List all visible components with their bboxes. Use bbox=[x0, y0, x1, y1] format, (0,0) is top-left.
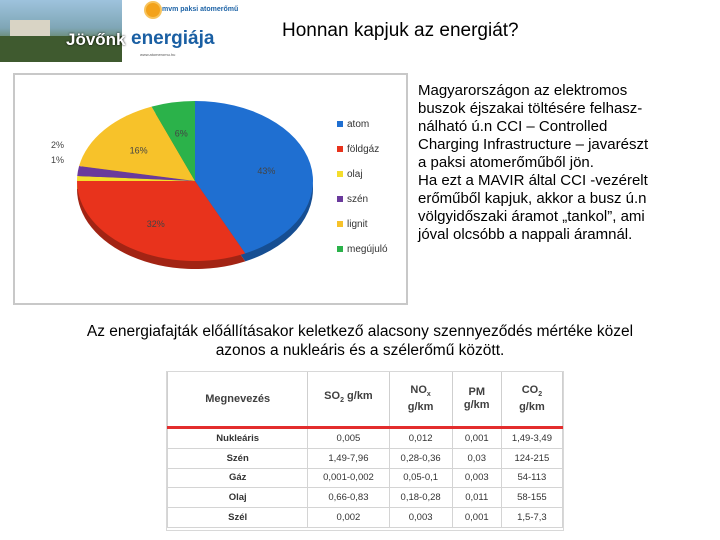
table-row bbox=[168, 468, 563, 488]
logo-title-part2: energiája bbox=[131, 28, 215, 49]
logo-subtext: www.atomeromu.hu bbox=[140, 52, 176, 57]
legend-swatch bbox=[337, 246, 343, 252]
cell-nox: 0,28-0,36 bbox=[389, 448, 452, 468]
pie-value-label: 1% bbox=[51, 155, 65, 165]
paragraph-line: erőműből kapjuk, akkor a busz ú.n bbox=[418, 190, 647, 207]
pie-value-label: 2% bbox=[51, 140, 65, 150]
pie-value-label: 16% bbox=[129, 145, 148, 156]
legend-label: olaj bbox=[347, 169, 363, 180]
cell-so2: 0,66-0,83 bbox=[308, 488, 389, 508]
legend-label: atom bbox=[347, 119, 370, 130]
table-row bbox=[168, 428, 563, 449]
pie-value-label: 43% bbox=[257, 166, 276, 177]
cell-co2: 124-215 bbox=[501, 448, 562, 468]
header-name: Megnevezés bbox=[168, 372, 308, 428]
cell-pm: 0,003 bbox=[452, 468, 501, 488]
row-name: Szén bbox=[168, 448, 308, 468]
cell-co2: 54-113 bbox=[501, 468, 562, 488]
cell-co2: 1,5-7,3 bbox=[501, 508, 562, 528]
row-name: Gáz bbox=[168, 468, 308, 488]
cell-so2: 1,49-7,96 bbox=[308, 448, 389, 468]
legend-label: megújuló bbox=[347, 244, 388, 255]
cell-co2: 58-155 bbox=[501, 488, 562, 508]
table-row bbox=[168, 508, 563, 528]
legend-swatch bbox=[337, 171, 343, 177]
cell-pm: 0,03 bbox=[452, 448, 501, 468]
cell-nox: 0,18-0,28 bbox=[389, 488, 452, 508]
paragraph-line: Magyarországon az elektromos bbox=[418, 82, 628, 99]
paragraph-line: Ha ezt a MAVIR által CCI -vezérelt bbox=[418, 172, 648, 189]
pie-chart-panel bbox=[13, 73, 408, 305]
cell-nox: 0,003 bbox=[389, 508, 452, 528]
cell-pm: 0,011 bbox=[452, 488, 501, 508]
table-header-row bbox=[168, 372, 563, 428]
row-name: Olaj bbox=[168, 488, 308, 508]
emissions-table bbox=[167, 372, 563, 528]
logo bbox=[0, 0, 240, 62]
sun-icon bbox=[146, 3, 160, 17]
paragraph-line: jóval olcsóbb a nappali áramnál. bbox=[418, 226, 633, 243]
paragraph-line: Charging Infrastructure – javarészt bbox=[418, 136, 649, 153]
cell-pm: 0,001 bbox=[452, 508, 501, 528]
cell-so2: 0,002 bbox=[308, 508, 389, 528]
cell-so2: 0,005 bbox=[308, 428, 389, 449]
description-paragraph bbox=[418, 82, 718, 244]
pie-chart bbox=[15, 75, 406, 303]
caption bbox=[0, 322, 720, 360]
legend-swatch bbox=[337, 221, 343, 227]
logo-small-text: mvm paksi atomerőmű bbox=[162, 6, 239, 13]
legend-label: lignit bbox=[347, 219, 368, 230]
caption-line: Az energiafajták előállításakor keletkező alacsony szennyeződés mértéke közel bbox=[86, 323, 634, 340]
caption-line: azonos a nukleáris és a szélerőmű között. bbox=[215, 342, 505, 359]
row-name: Nukleáris bbox=[168, 428, 308, 449]
legend-swatch bbox=[337, 146, 343, 152]
cell-nox: 0,05-0,1 bbox=[389, 468, 452, 488]
paragraph-line: a paksi atomerőműből jön. bbox=[418, 154, 594, 171]
pie-value-label: 32% bbox=[146, 218, 165, 229]
cell-nox: 0,012 bbox=[389, 428, 452, 449]
pie-value-label: 6% bbox=[174, 128, 188, 139]
header-nox: $NO_x$ g/km bbox=[389, 372, 452, 428]
legend-swatch bbox=[337, 196, 343, 202]
logo-title-part1: Jövőnk bbox=[66, 30, 126, 49]
table-row bbox=[168, 488, 563, 508]
slide-title: Honnan kapjuk az energiát? bbox=[282, 20, 519, 41]
header-so2: $SO_2$ g/km bbox=[308, 372, 389, 428]
cell-pm: 0,001 bbox=[452, 428, 501, 449]
table-row bbox=[168, 448, 563, 468]
paragraph-line: buszok éjszakai töltésére felhasz- bbox=[418, 100, 643, 117]
header-co2: $CO_2$ g/km bbox=[501, 372, 562, 428]
legend-label: szén bbox=[347, 194, 369, 205]
paragraph-line: völgyidőszaki áramot „tankol”, ami bbox=[418, 208, 645, 225]
legend-swatch bbox=[337, 121, 343, 127]
cell-so2: 0,001-0,002 bbox=[308, 468, 389, 488]
header-pm: PM g/km bbox=[452, 372, 501, 428]
paragraph-line: nálható ú.n CCI – Controlled bbox=[418, 118, 608, 135]
legend-label: földgáz bbox=[347, 144, 380, 155]
cell-co2: 1,49-3,49 bbox=[501, 428, 562, 449]
emissions-table-panel bbox=[167, 372, 563, 530]
row-name: Szél bbox=[168, 508, 308, 528]
